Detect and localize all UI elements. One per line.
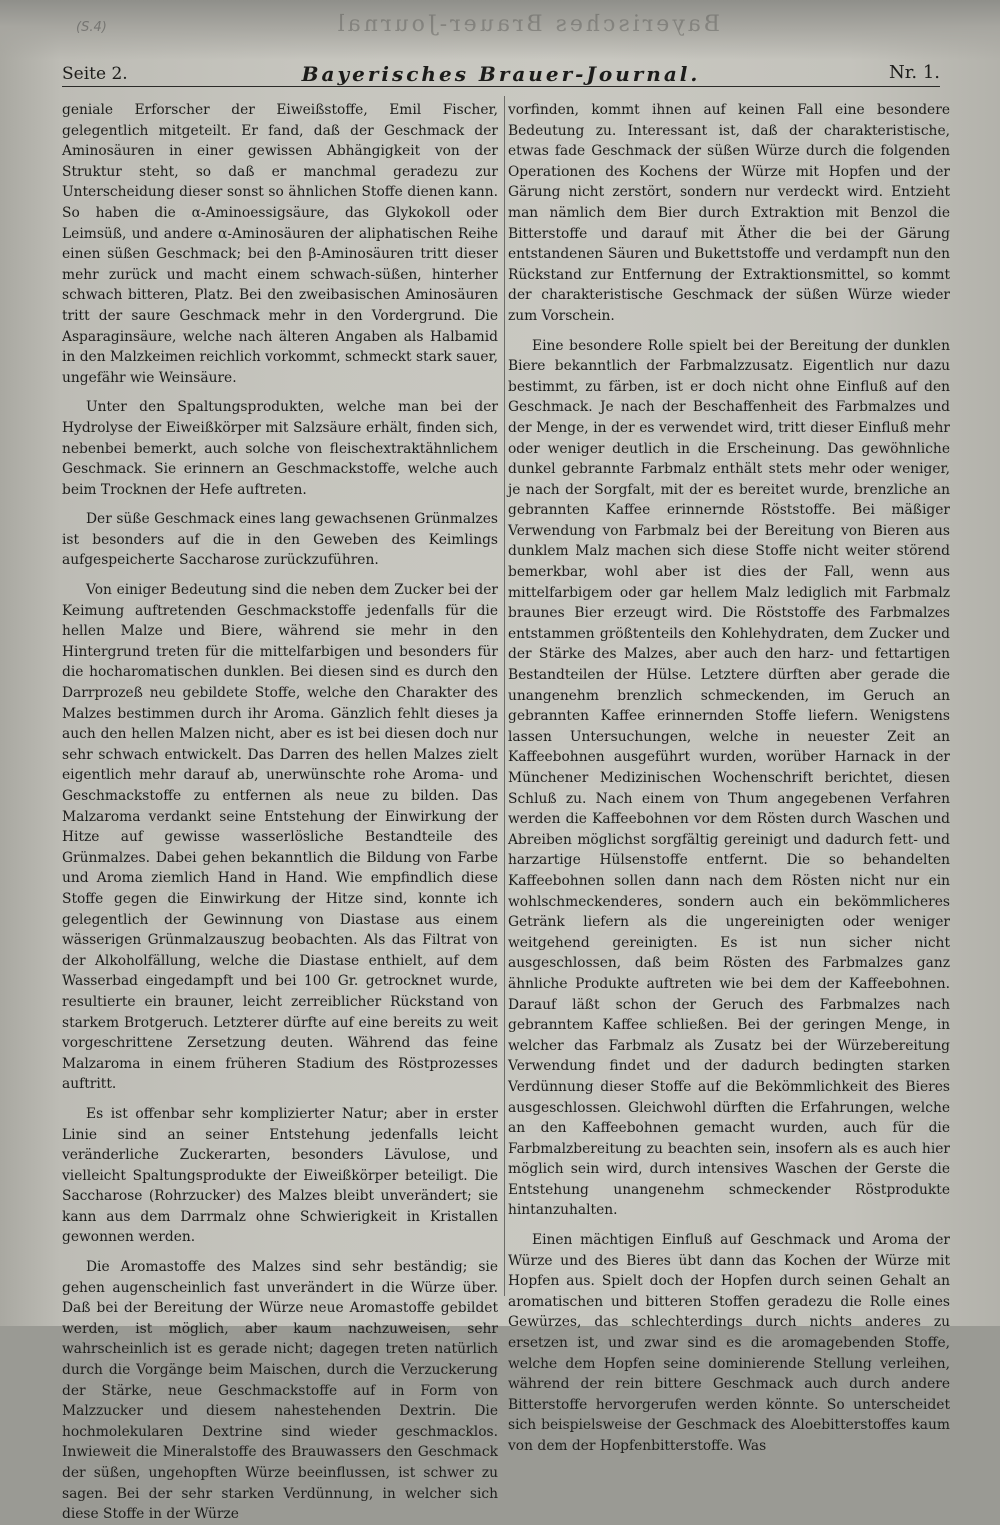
paragraph: vorfinden, kommt ihnen auf keinen Fall eine besondere Bedeutung zu. Interessant ist, daß der charakteristische, etwas fade Geschmack der süßen Würze durch die folgenden Operationen des Kochens der Würze mit Hopfen und der Gärung nicht zerstört, sondern nur verdeckt wird. Entzieht man nämlich dem Bier durch Extraktion mit Benzol die Bitterstoffe und darauf mit Äther die bei der Gärung entstandenen Säuren und Bukettstoffe und verdampft nun den Rückstand zur Entfernung der Extraktionsmittel, so kommt der charakteristische Geschmack der süßen Würze wieder zum Vorschein. — [508, 102, 950, 324]
issue-number: Nr. 1. — [889, 62, 940, 83]
page-number: Seite 2. — [62, 64, 128, 84]
bleed-through-band — [0, 0, 1000, 60]
column-left — [62, 100, 498, 1523]
pencil-mark: (S.4) — [76, 20, 107, 35]
paragraph: Der süße Geschmack eines lang gewachsenen Grünmalzes ist besonders auf die in den Geweben des Keimlings aufgespeicherte Saccharose zurückzuführen. — [62, 511, 498, 569]
bleed-through-mirror-text: Bayerisches Brauer-Journal — [334, 12, 720, 37]
journal-title: Bayerisches Brauer-Journal. — [301, 62, 701, 86]
page-header — [62, 62, 940, 87]
paragraph: geniale Erforscher der Eiweißstoffe, Emil Fischer, gelegentlich mitgeteilt. Er fand, daß der Geschmack der Aminosäuren in einer gewissen Abhängigkeit von der Struktur steht, so daß er manchmal geradezu zur Unterscheidung dieser sonst so ähnlichen Stoffe dienen kann. So haben die α-Aminoessigsäure, das Glykokoll oder Leimsüß, und andere α-Aminosäuren der aliphatischen Reihe einen süßen Geschmack; bei den β-Aminosäuren tritt dieser mehr zurück und macht einem schwach-süßen, hinterher schwach bitteren, Platz. Bei den zweibasischen Aminosäuren tritt der saure Geschmack mehr in den Vordergrund. Die Asparaginsäure, welche nach älteren Angaben als Halbamid in den Malzkeimen reichlich vorkommt, schmeckt stark sauer, ungefähr wie Weinsäure. — [62, 102, 498, 386]
paragraph: Einen mächtigen Einfluß auf Geschmack und Aroma der Würze und des Bieres übt dann das Kochen der Würze mit Hopfen aus. Spielt doch der Hopfen durch seinen Gehalt an aromatischen und bitteren Stoffen geradezu die Rolle eines Gewürzes, das schlechterdings durch nichts anderes zu ersetzen ist, und zwar sind es die aromagebenden Stoffe, welche dem Hopfen seine dominierende Stellung verleihen, während der rein bittere Geschmack auch durch andere Bitterstoffe hervorgerufen werden könnte. So unterscheidet sich beispielsweise der Geschmack des Aloebitterstoffes kaum von dem der Hopfenbitterstoffe. Was — [508, 1232, 950, 1454]
paragraph: Eine besondere Rolle spielt bei der Bereitung der dunklen Biere bekanntlich der Farbmalzzusatz. Eigentlich nur dazu bestimmt, zu färben, ist er doch nicht ohne Einfluß auf den Geschmack. Je nach der Beschaffenheit des Farbmalzes und der Menge, in der es verwendet wird, tritt dieser Einfluß mehr oder weniger deutlich in die Erscheinung. Das gewöhnliche dunkel gebrannte Farbmalz enthält stets mehr oder weniger, je nach der Sorgfalt, mit der es bereitet wurde, brenzliche an gebrannten Kaffee erinnernde Röststoffe. Bei mäßiger Verwendung von Farbmalz bei der Bereitung von Bieren aus dunklem Malz machen sich diese Stoffe nicht weiter störend bemerkbar, wohl aber ist dies der Fall, wenn aus mittelfarbigem oder gar hellem Malz lediglich mit Farbmalz braunes Bier erzeugt wird. Die Röststoffe des Farbmalzes entstammen größtenteils den Kohlehydraten, dem Zucker und der Stärke des Malzes, aber auch den harz- und fettartigen Bestandteilen der Hülse. Letztere dürften aber gerade die unangenehm brenzlich schmeckenden, im Geruch an gebrannten Kaffee erinnernden Stoffe liefern. Wenigstens lassen Untersuchungen, welche in neuester Zeit an Kaffeebohnen ausgeführt wurden, worüber Harnack in der Münchener Medizinischen Wochenschrift berichtet, diesen Schluß zu. Nach einem von Thum angegebenen Verfahren werden die Kaffeebohnen vor dem Rösten durch Waschen und Abreiben möglichst sorgfältig gereinigt und dadurch fett- und harzartige Hülsenstoffe entfernt. Die so behandelten Kaffeebohnen sollen dann nach dem Rösten nicht nur ein wohlschmeckenderes, sondern auch ein bekömmlicheres Getränk liefern als die ungereinigten oder weniger weitgehend gereinigten. Es ist nun sicher nicht ausgeschlossen, daß beim Rösten des Farbmalzes ganz ähnliche Produkte auftreten wie bei dem der Kaffeebohnen. Darauf läßt schon der Geruch des Farbmalzes nach gebranntem Kaffee schließen. Bei der geringen Menge, in welcher das Farbmalz als Zusatz bei der Würzebereitung Verwendung findet und der dadurch bedingten starken Verdünnung dieser Stoffe auf die Bekömmlichkeit des Bieres ausgeschlossen. Gleichwohl dürften die Erfahrungen, welche an den Kaffeebohnen gemacht wurden, auch für die Farbmalzbereitung zu beachten sein, insofern als es auch hier möglich sein wird, durch intensives Waschen der Gerste die Entstehung unangenehm schmeckender Röstprodukte hintanzuhalten. — [508, 337, 950, 1219]
column-right — [508, 100, 950, 1454]
paragraph: Die Aromastoffe des Malzes sind sehr beständig; sie gehen augenscheinlich fast unverändert in die Würze über. Daß bei der Bereitung der Würze neue Aromastoffe gebildet werden, ist möglich, aber kaum nachzuweisen, sehr wahrscheinlich ist es gerade nicht; dagegen treten natürlich durch die Vorgänge beim Maischen, durch die Verzuckerung der Stärke, neue Geschmackstoffe auf in Form von Malzzucker und diesem nahestehenden Dextrin. Die hochmolekularen Dextrine sind wieder geschmacklos. Inwieweit die Mineralstoffe des Brauwassers den Geschmack der süßen, ungehopften Würze beeinflussen, ist schwer zu sagen. Bei der sehr starken Verdünnung, in welcher sich diese Stoffe in der Würze — [62, 1259, 498, 1523]
paragraph: Es ist offenbar sehr komplizierter Natur; aber in erster Linie sind an seiner Entstehung jedenfalls leicht veränderliche Zuckerarten, besonders Lävulose, und vielleicht Spaltungsprodukte der Eiweißkörper beteiligt. Die Saccharose (Rohrzucker) des Malzes bleibt unverändert; sie kann aus dem Darrmalz ohne Schwierigkeit in Kristallen gewonnen werden. — [62, 1105, 498, 1246]
column-divider — [504, 96, 505, 1296]
paragraph: Unter den Spaltungsprodukten, welche man bei der Hydrolyse der Eiweißkörper mit Salzsäure erhält, finden sich, nebenbei bemerkt, auch solche von fleischextraktähnlichem Geschmack. Sie erinnern an Geschmackstoffe, welche auch beim Trocknen der Hefe auftreten. — [62, 399, 498, 498]
paragraph: Von einiger Bedeutung sind die neben dem Zucker bei der Keimung auftretenden Geschmackstoffe jedenfalls für die hellen Malze und Biere, während sie mehr in den Hintergrund treten für die mittelfarbigen und besonders für die hocharomatischen dunklen. Bei diesen sind es durch den Darrprozeß neu gebildete Stoffe, welche den Charakter des Malzes bestimmen durch ihr Aroma. Gänzlich fehlt dieses ja auch den hellen Malzen nicht, aber es ist bei diesen doch nur sehr schwach entwickelt. Das Darren des hellen Malzes zielt eigentlich mehr darauf ab, unerwünschte rohe Aroma- und Geschmackstoffe zu entfernen als neue zu bilden. Das Malzaroma verdankt seine Entstehung der Einwirkung der Hitze auf gewisse wasserlösliche Bestandteile des Grünmalzes. Dabei gehen bekanntlich die Bildung von Farbe und Aroma ziemlich Hand in Hand. Wie empfindlich diese Stoffe gegen die Einwirkung der Hitze sind, konnte ich gelegentlich der Gewinnung von Diastase aus einem wässerigen Grünmalzauszug beobachten. Als das Filtrat von der Alkoholfällung, welche die Diastase enthielt, auf dem Wasserbad eingedampft und bei 100 Gr. getrocknet wurde, resultierte ein brauner, leicht zerreiblicher Rückstand von starkem Brotgeruch. Letzterer dürfte auf eine bereits zu weit vorgeschrittene Zersetzung deuten. Während das feine Malzaroma in einem früheren Stadium des Röstprozesses auftritt. — [62, 582, 498, 1093]
